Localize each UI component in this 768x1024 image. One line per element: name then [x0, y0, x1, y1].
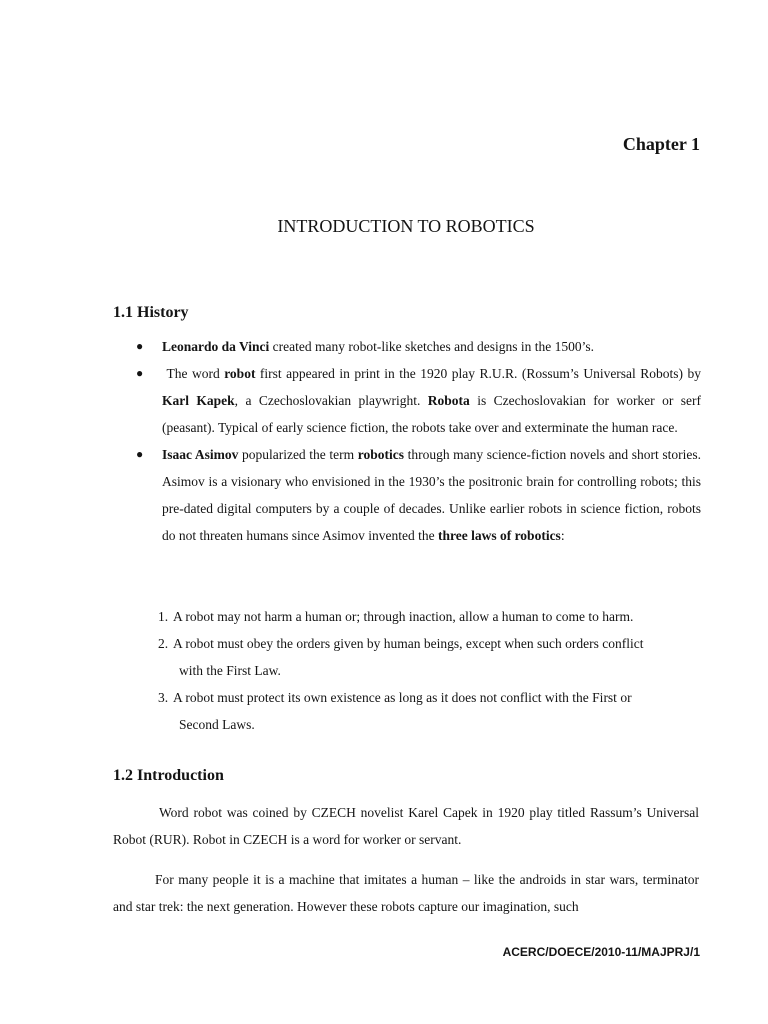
law-text: A robot may not harm a human or; through inaction, allow a human to come to harm.: [173, 609, 634, 624]
bullet-text: is Czechoslovakian for worker or serf (peasant). Typical of early science fiction, the robots take over and exterminate the human race.: [162, 393, 701, 435]
chapter-label: Chapter 1: [622, 134, 700, 154]
section-heading-introduction: 1.2 Introduction: [113, 767, 224, 784]
law-text-continued: Second Laws.: [179, 717, 255, 732]
bullet-text: through many science-fiction novels and short stories. Asimov is a visionary who envisioned in the 1930’s the positronic brain for controlling robots; this pre-dated digital computers by a couple of decades. Unlike earlier robots in science fiction, robots do not threaten humans since Asimov invented the: [162, 447, 701, 543]
bullet-text: first appeared in print in the 1920 play R.U.R. (Rossum’s Universal Robots) by: [255, 366, 702, 381]
bullet-icon: ●: [136, 339, 144, 353]
law-item: [131, 684, 711, 738]
law-number: 3.: [158, 690, 169, 705]
intro-paragraph: For many people it is a machine that imitates a human – like the androids in star wars, terminator and star trek: the next generation. However these robots capture our imagination, such: [113, 872, 699, 914]
law-text: A robot must protect its own existence as long as it does not conflict with the First or: [173, 690, 632, 705]
bold-term: Leonardo da Vinci: [162, 339, 270, 354]
bullet-item: [131, 333, 701, 360]
law-item: [131, 603, 711, 630]
bold-term: Robota: [427, 393, 470, 408]
law-text: A robot must obey the orders given by human beings, except when such orders conflict: [173, 636, 644, 651]
bold-term: Karl Kapek: [162, 393, 235, 408]
law-item: [131, 630, 711, 684]
bullet-icon: ●: [136, 447, 144, 461]
section-heading-history: 1.1 History: [113, 304, 189, 321]
bullet-text: popularized the term: [238, 447, 358, 462]
history-bullet-list: [131, 333, 701, 549]
bold-term: three laws of robotics: [437, 528, 561, 543]
law-number: 2.: [158, 636, 169, 651]
bullet-text: :: [560, 528, 565, 543]
bullet-item: [131, 441, 701, 549]
bullet-text: The word: [166, 366, 225, 381]
intro-paragraph: Word robot was coined by CZECH novelist Karel Capek in 1920 play titled Rassum’s Universal Robot (RUR). Robot in CZECH is a word for worker or servant.: [113, 805, 699, 847]
bullet-item: [131, 360, 701, 441]
bullet-text: created many robot-like sketches and designs in the 1500’s.: [269, 339, 594, 354]
page-footer: ACERC/DOECE/2010-11/MAJPRJ/1: [502, 945, 700, 959]
bold-term: robotics: [357, 447, 404, 462]
page-title: INTRODUCTION TO ROBOTICS: [277, 216, 535, 236]
law-number: 1.: [158, 609, 169, 624]
bold-term: robot: [224, 366, 256, 381]
bold-term: Isaac Asimov: [162, 447, 239, 462]
bullet-icon: ●: [136, 366, 144, 380]
laws-of-robotics-list: [131, 603, 711, 738]
law-text-continued: with the First Law.: [179, 663, 281, 678]
bullet-text: , a Czechoslovakian playwright.: [234, 393, 428, 408]
